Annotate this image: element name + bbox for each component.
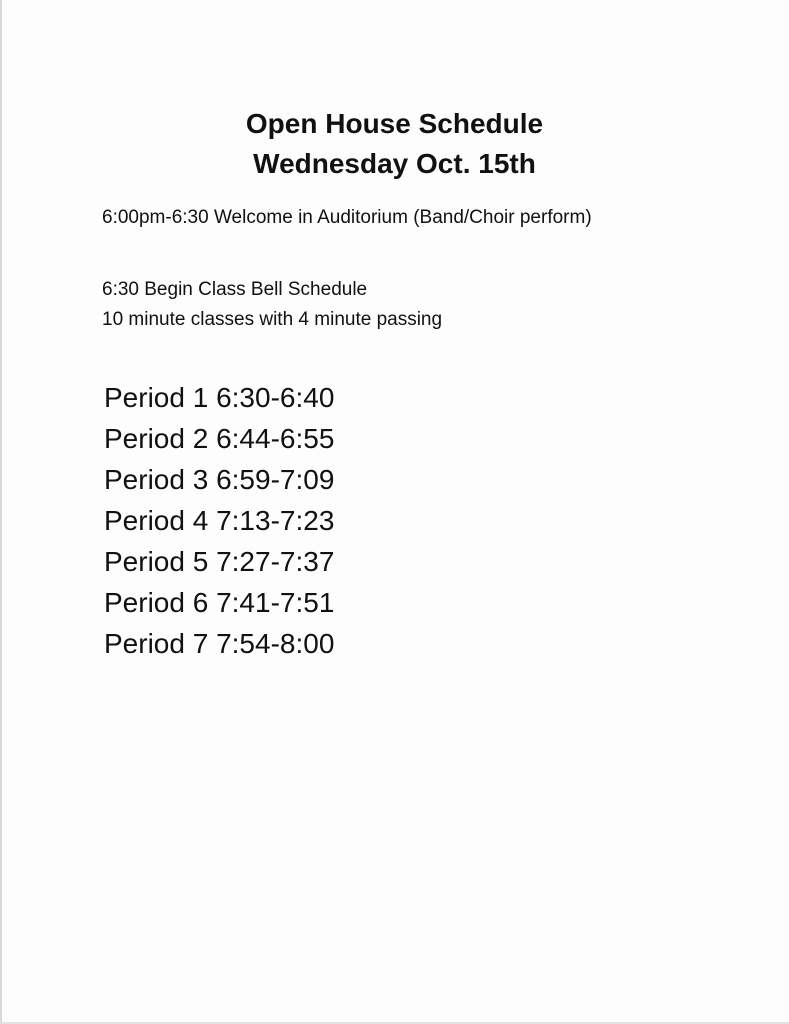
- welcome-line: 6:00pm-6:30 Welcome in Auditorium (Band/Choir perform): [102, 207, 592, 228]
- passing-time-line: 10 minute classes with 4 minute passing: [102, 309, 443, 330]
- period-row: Period 3 6:59-7:09: [104, 464, 335, 495]
- bell-schedule-line: 6:30 Begin Class Bell Schedule: [102, 279, 368, 300]
- period-row: Period 1 6:30-6:40: [104, 382, 335, 413]
- period-row: Period 4 7:13-7:23: [104, 505, 335, 536]
- event-date: Wednesday Oct. 15th: [253, 148, 536, 179]
- page-title: Open House Schedule: [245, 108, 544, 139]
- period-row: Period 5 7:27-7:37: [104, 546, 335, 577]
- period-row: Period 2 6:44-6:55: [104, 423, 335, 454]
- period-row: Period 7 7:54-8:00: [104, 628, 335, 659]
- period-list: [104, 377, 334, 664]
- period-row: Period 6 7:41-7:51: [104, 587, 335, 618]
